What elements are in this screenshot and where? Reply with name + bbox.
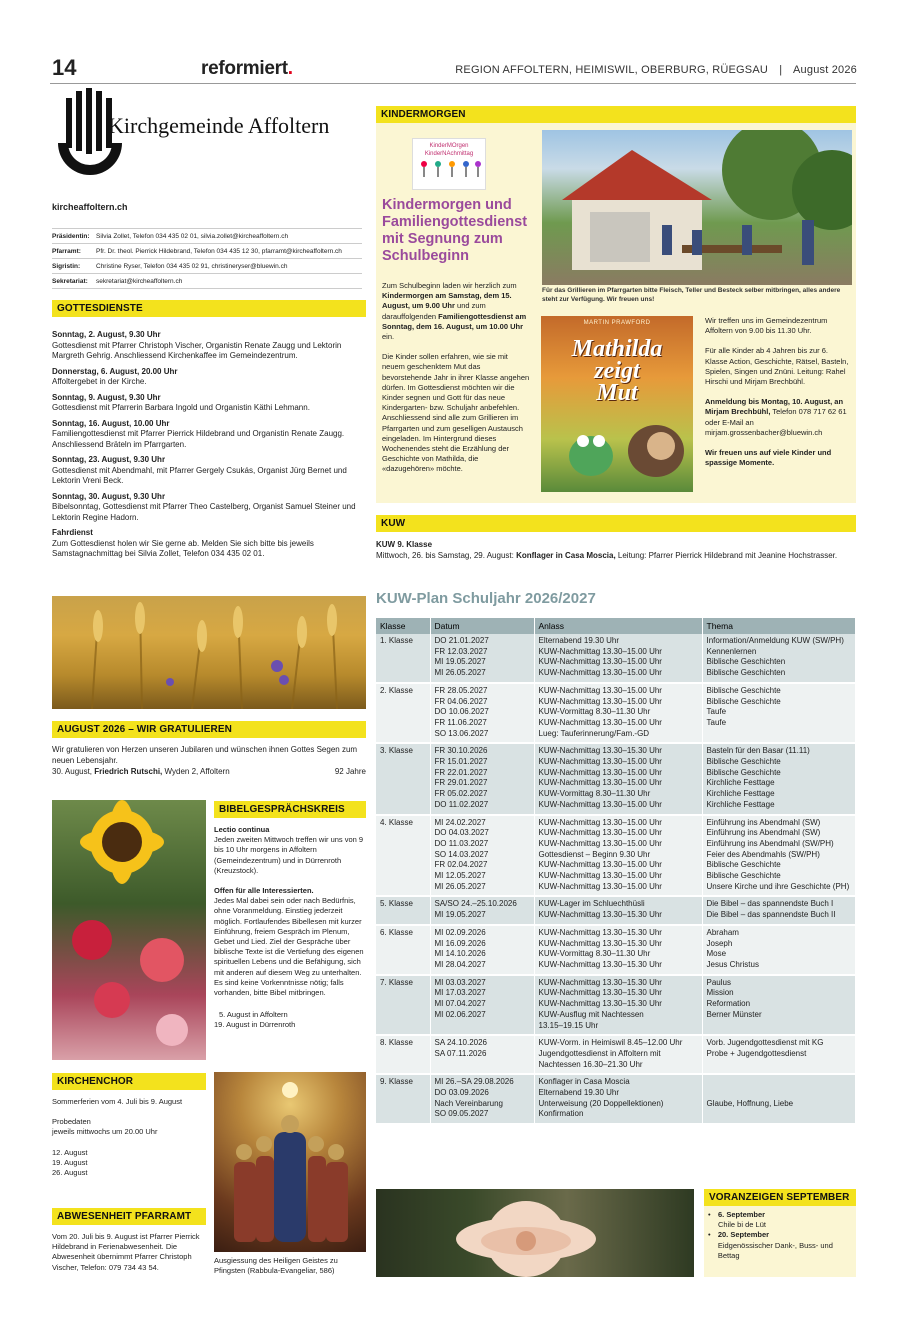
book-title-line: Mathilda (571, 336, 663, 362)
vorschau-list (708, 1210, 854, 1261)
table-cell: 8. Klasse (376, 1035, 430, 1074)
contact-role: Präsidentin: (52, 233, 90, 240)
intro-text: Zum Schulbeginn laden wir herzlich zum (382, 281, 517, 290)
wheat-icon (52, 596, 366, 709)
separator: | (779, 64, 783, 76)
service-text: Familiengottesdienst mit Pfarrer Pierrick Hildebrand und Organistin Renate Zaugg. Anschliessend Bräteln im Pfarrgarten. (52, 429, 345, 449)
book-animals-icon (541, 316, 693, 492)
table-cell: 7. Klasse (376, 975, 430, 1036)
contact-row (52, 228, 362, 243)
service-text: Bibelsonntag, Gottesdienst mit Pfarrer Theo Castelberg, Organist Samuel Steiner und Lektorin Regine Hadorn. (52, 502, 356, 522)
service-text: Gottesdienst mit Pfarrer Christoph Vischer, Organistin Renate Zaugg und Lektorin Margreth Gehrig. Anschliessend Kirchenkaffee im Gemeindezentrum. (52, 340, 342, 360)
table-cell: Paulus Mission Reformation Berner Münster (702, 975, 856, 1036)
table-row (376, 896, 856, 924)
table-cell: KUW-Nachmittag 13.30–15.00 Uhr KUW-Nachmittag 13.30–15.00 Uhr KUW-Nachmittag 13.30–15.00 Uhr Gottesdienst – Beginn 9.30 Uhr KUW-Nachmittag 13.30–15.00 Uhr KUW-Nachmittag 13.30–15.00 Uhr KUW-Nachmittag 13.30–15.00 Uhr (534, 815, 702, 897)
kuw-date: Mittwoch, 26. bis Samstag, 29. August: (376, 551, 517, 560)
table-cell: Konflager in Casa Moscia Elternabend 19.30 Uhr Unterweisung (20 Doppellektionen) Konfirmation (534, 1074, 702, 1124)
table-cell: 3. Klasse (376, 743, 430, 814)
brand-logo (201, 58, 293, 80)
column-header: Datum (430, 618, 534, 634)
intro-text: und zum darauffolgenden (382, 301, 486, 321)
table-row (376, 1035, 856, 1074)
logo-line: KinderNAchmittag (424, 151, 474, 157)
kuw-place: Konflager in Casa Moscia, (516, 551, 616, 560)
contact-role: Sigristin: (52, 263, 81, 270)
sunflower-icon (52, 800, 206, 1060)
contact-role: Pfarramt: (52, 248, 81, 255)
table-cell: 2. Klasse (376, 683, 430, 744)
table-cell: Die Bibel – das spannendste Buch I Die Bibel – das spannendste Buch II (702, 896, 856, 924)
book-title-line: Mut (596, 380, 638, 406)
brand-text: reformiert (201, 58, 288, 79)
dahlia-icon (376, 1189, 694, 1277)
contact-role: Sekretariat: (52, 278, 88, 285)
jubilar-place: Wyden 2, Affoltern (164, 767, 230, 776)
table-cell: Vorb. Jugendgottesdienst mit KG Probe + Jugendgottesdienst (702, 1035, 856, 1074)
kirchenchor-heading: KIRCHENCHOR (52, 1073, 206, 1090)
service-date: Sonntag, 16. August, 10.00 Uhr (52, 418, 170, 428)
service-item (52, 367, 364, 388)
service-text: Gottesdienst mit Abendmahl, mit Pfarrer Gergely Csukás, Organist Jürg Bernet und Lektorin Vreni Beck. (52, 465, 347, 485)
table-cell: Elternabend 19.30 Uhr KUW-Nachmittag 13.30–15.00 Uhr KUW-Nachmittag 13.30–15.00 Uhr KUW-Nachmittag 13.30–15.00 Uhr (534, 634, 702, 683)
table-cell: KUW-Nachmittag 13.30–15.00 Uhr KUW-Nachmittag 13.30–15.00 Uhr KUW-Vormittag 8.30–11.30 Uhr KUW-Nachmittag 13.30–15.00 Uhr Lueg: Tauferinnerung/Fam.-GD (534, 683, 702, 744)
chor-text: jeweils mittwochs um 20.00 Uhr (52, 1127, 158, 1137)
bibel-subtitle: Offen für alle Interessierten. (214, 886, 314, 896)
chor-date: 19. August (52, 1157, 88, 1167)
table-cell: DO 21.01.2027 FR 12.03.2027 MI 19.05.2027 MI 26.05.2027 (430, 634, 534, 683)
table-cell: FR 30.10.2026 FR 15.01.2027 FR 22.01.2027 FR 29.01.2027 FR 05.02.2027 DO 11.02.2027 (430, 743, 534, 814)
table-cell: SA/SO 24.–25.10.2026 MI 19.05.2027 (430, 896, 534, 924)
saints-icon (214, 1072, 366, 1252)
table-row (376, 815, 856, 897)
service-text: Affoltergebet in der Kirche. (52, 377, 147, 386)
bullet-icon: • (708, 1230, 711, 1240)
contact-row (52, 273, 362, 289)
service-item (52, 492, 364, 524)
book-title-line: zeigt (594, 358, 640, 384)
service-text: Gottesdienst mit Pfarrerin Barbara Ingold und Organistin Käthi Lehmann. (52, 403, 310, 412)
bibel-content (214, 825, 366, 1031)
table-cell: 1. Klasse (376, 634, 430, 683)
abwesenheit-text: Vom 20. Juli bis 9. August ist Pfarrer Pierrick Hildebrand in Ferienabwesenheit. Die Abwesenheit übernimmt Pfarrer Christoph Vischer, Telefon: 079 734 43 54. (52, 1232, 200, 1272)
service-item (52, 528, 364, 560)
header-rule (50, 83, 856, 84)
book-cover (541, 316, 693, 492)
vorschau-heading: VORANZEIGEN SEPTEMBER (704, 1189, 856, 1206)
contact-text: Christine Ryser, Telefon 034 435 02 91, christineryser@bluewin.ch (96, 263, 288, 270)
kuw-9-text (376, 551, 856, 562)
table-cell: MI 24.02.2027 DO 04.03.2027 DO 11.03.2027 SO 14.03.2027 FR 02.04.2027 MI 12.05.2027 MI 26.05.2027 (430, 815, 534, 897)
bullet-icon: • (708, 1210, 711, 1219)
chor-text: Sommerferien vom 4. Juli bis 9. August (52, 1097, 183, 1106)
column-header: Klasse (376, 618, 430, 634)
icon-caption: Ausgiessung des Heiligen Geistes zu Pfingsten (Rabbula-Evangeliar, 586) (214, 1256, 338, 1276)
service-date: Sonntag, 2. August, 9.30 Uhr (52, 330, 161, 339)
kuw-lead: Leitung: Pfarrer Pierrick Hildebrand mit Jeanine Hochstrasser. (615, 551, 838, 560)
vorschau-date: 20. September (717, 1230, 770, 1240)
book-author: MARTIN PRAWFORD (583, 320, 651, 326)
vorschau-text: Chile bi de Lüt (718, 1220, 766, 1230)
service-text: Zum Gottesdienst holen wir Sie gerne ab. Melden Sie sich bitte bis jeweils Samstagnachmittag bei Silvia Zollet, Telefon 034 435 02 01. (52, 538, 314, 558)
page-number: 14 (52, 55, 77, 80)
kuwplan-table-wrapper (376, 618, 856, 1125)
gottesdienste-list (52, 330, 364, 560)
table-cell: Einführung ins Abendmahl (SW) Einführung ins Abendmahl (SW) Einführung ins Abendmahl (SW/PH) Feier des Abendmahls (SW/PH) Biblische Geschichte Biblische Geschichte Unsere Kirche und ihre Geschichte (PH) (702, 815, 856, 897)
jubilar-entry (52, 767, 366, 778)
region-text: REGION AFFOLTERN, HEIMISWIL, OBERBURG, RÜEGSAU (455, 64, 769, 76)
kuw-9-title: KUW 9. Klasse (376, 540, 433, 549)
bibel-heading: BIBELGESPRÄCHSKREIS (214, 801, 366, 818)
table-row (376, 1074, 856, 1124)
kindermorgen-intro (382, 281, 532, 342)
pfarrgarten-photo (542, 130, 852, 285)
photo-caption: Für das Grillieren im Pfarrgarten bitte Fleisch, Teller und Besteck selber mitbringen, alles andere steht zur Verfügung. Wir freuen uns! (542, 287, 841, 303)
vorschau-date: 6. September (718, 1210, 766, 1219)
table-cell: MI 03.03.2027 MI 17.03.2027 MI 07.04.2027 MI 02.06.2027 (430, 975, 534, 1036)
table-row (376, 683, 856, 744)
table-cell: Abraham Joseph Mose Jesus Christus (702, 925, 856, 975)
gottesdienste-heading: GOTTESDIENSTE (52, 300, 366, 317)
table-cell: Basteln für den Basar (11.11) Biblische Geschichte Biblische Geschichte Kirchliche Festtage Kirchliche Festtage Kirchliche Festtage (702, 743, 856, 814)
chor-date: 12. August (52, 1147, 88, 1157)
contact-text: Pfr. Dr. theol. Pierrick Hildebrand, Telefon 034 435 12 30, pfarramt@kircheaffoltern.ch (96, 248, 342, 255)
gratulieren-heading: AUGUST 2026 – WIR GRATULIEREN (52, 721, 366, 738)
gratulieren-text: Wir gratulieren von Herzen unseren Jubilaren und wünschen ihnen Gottes Segen zum neuen Lebensjahr. (52, 745, 358, 765)
contact-list (52, 228, 362, 289)
parish-website[interactable]: kircheaffoltern.ch (52, 202, 128, 212)
kirchenchor-content (52, 1097, 206, 1178)
logo-line: KinderMOrgen (429, 143, 469, 149)
pentecost-icon-image (214, 1072, 366, 1252)
kuw-heading: KUW (376, 515, 856, 532)
vorschau-item (708, 1230, 854, 1261)
intro-date: Kindermorgen am Samstag, dem 15. August, um 9.00 Uhr (382, 291, 512, 311)
dahlia-photo (376, 1189, 694, 1277)
registration-contact[interactable]: Telefon 078 717 62 61 oder E-Mail an mirjam.grossenbacher@bluewin.ch (705, 407, 847, 437)
table-cell: KUW-Nachmittag 13.30–15.30 Uhr KUW-Nachmittag 13.30–15.30 Uhr KUW-Nachmittag 13.30–15.30 Uhr KUW-Ausflug mit Nachtessen 13.15–19.15 Uhr (534, 975, 702, 1036)
bibel-paragraph: Jeden zweiten Mittwoch treffen wir uns von 9 bis 10 Uhr morgens in Affoltern (Gemeindezentrum) und in Dürrenroth (Kreuzstock). (214, 835, 364, 875)
issue-date: August 2026 (793, 64, 857, 76)
parish-logo (50, 88, 140, 198)
service-item (52, 419, 364, 451)
contact-text: Silvia Zollet, Telefon 034 435 02 01, silvia.zollet@kircheaffoltern.ch (96, 233, 289, 240)
contact-row (52, 243, 362, 258)
info-paragraph: Wir treffen uns im Gemeindezentrum Affoltern von 9.00 bis 11.30 Uhr. (705, 316, 828, 336)
garden-scene-icon (542, 130, 852, 285)
contact-row (52, 258, 362, 273)
kindermorgen-heading: KINDERMORGEN (376, 106, 856, 123)
column-header: Thema (702, 618, 856, 634)
info-closing: Wir freuen uns auf viele Kinder und spassige Momente. (705, 448, 832, 468)
service-item (52, 393, 364, 414)
table-row (376, 743, 856, 814)
jubilar-date: 30. August, (52, 767, 93, 776)
table-cell: MI 26.–SA 29.08.2026 DO 03.09.2026 Nach Vereinbarung SO 09.05.2027 (430, 1074, 534, 1124)
sunflower-photo (52, 800, 206, 1060)
vorschau-item (708, 1210, 854, 1230)
service-date: Sonntag, 30. August, 9.30 Uhr (52, 491, 166, 501)
chor-text: Probedaten (52, 1117, 91, 1127)
service-date: Sonntag, 9. August, 9.30 Uhr (52, 392, 161, 402)
children-icon (414, 158, 484, 180)
table-header-row (376, 618, 856, 634)
kuwplan-table (376, 618, 856, 1125)
table-cell: KUW-Nachmittag 13.30–15.30 Uhr KUW-Nachmittag 13.30–15.00 Uhr KUW-Nachmittag 13.30–15.00 Uhr KUW-Nachmittag 13.30–15.00 Uhr KUW-Vormittag 8.30–11.30 Uhr KUW-Nachmittag 13.30–15.00 Uhr (534, 743, 702, 814)
table-cell: Biblische Geschichte Biblische Geschichte Taufe Taufe (702, 683, 856, 744)
contact-text: sekretariat@kircheaffoltern.ch (96, 278, 183, 285)
kindermorgen-info (705, 316, 851, 468)
header-region (455, 64, 857, 76)
table-cell: 4. Klasse (376, 815, 430, 897)
service-date: Sonntag, 23. August, 9.30 Uhr (52, 455, 166, 464)
bibel-date: 5. August in Affoltern (219, 1010, 288, 1020)
wheat-field-photo (52, 596, 366, 709)
kuwplan-title: KUW-Plan Schuljahr 2026/2027 (376, 590, 596, 607)
table-cell: KUW-Lager im Schluechthüsli KUW-Nachmittag 13.30–15.30 Uhr (534, 896, 702, 924)
parish-title: Kirchgemeinde Affoltern (108, 113, 330, 138)
table-cell: Information/Anmeldung KUW (SW/PH) Kennenlernen Biblische Geschichten Biblische Geschichten (702, 634, 856, 683)
table-cell: KUW-Vorm. in Heimiswil 8.45–12.00 Uhr Jugendgottesdienst in Affoltern mit Nachtessen 16.30–21.30 Uhr (534, 1035, 702, 1074)
kindermorgen-logo (412, 138, 486, 190)
table-cell: MI 02.09.2026 MI 16.09.2026 MI 14.10.2026 MI 28.04.2027 (430, 925, 534, 975)
table-cell: 9. Klasse (376, 1074, 430, 1124)
parish-logo-icon (50, 88, 140, 198)
table-row (376, 975, 856, 1036)
service-item (52, 455, 364, 487)
brand-dot: . (287, 58, 293, 79)
jubilar-name: Friedrich Rutschi, (94, 767, 163, 776)
kindermorgen-paragraph: Die Kinder sollen erfahren, wie sie mit neuem geschenktem Mut das bevorstehende Jahr in ihrer Klasse angehen dürfen. Im Gottesdienst möchten wir die Kinder segnen und Gott für das neue Kindergarten- bzw. Schuljahr anbefehlen. Anschliessend sind alle zum Grillieren im Pfarrgarten und zum geselligen Austausch eingeladen. Im Hintergrund dieses Wochenendes steht die Erzählung der Geschichte von Mathilda, die «dazugehören» möchte. (382, 352, 530, 474)
table-cell: SA 24.10.2026 SA 07.11.2026 (430, 1035, 534, 1074)
table-row (376, 925, 856, 975)
bibel-date: 19. August in Dürrenroth (214, 1020, 296, 1030)
bibel-paragraph: Jedes Mal dabei sein oder nach Bedürfnis, ohne Voranmeldung. Einstieg jederzeit möglich. Fortlaufendes Bibellesen mit kurzer Einführung, freiem Gespräch im Plenum, Gebet und Lied. Ziel der Gespräche über biblische Texte ist die Vertiefung des eigenen spirituellen Lebens und die Befähigung, sich mit anderen auf diesem Weg zu unterhalten. Es sind keine Vorkenntnisse nötig; falls vorhanden, bitte Bibel mitbringen. (214, 896, 364, 998)
chor-date: 26. August (52, 1168, 88, 1178)
table-cell: KUW-Nachmittag 13.30–15.30 Uhr KUW-Nachmittag 13.30–15.30 Uhr KUW-Vormittag 8.30–11.30 Uhr KUW-Nachmittag 13.30–15.30 Uhr (534, 925, 702, 975)
kindermorgen-headline: Kindermorgen und Familiengottesdienst mit Segnung zum Schulbeginn (382, 197, 528, 264)
intro-text: ein. (382, 332, 395, 342)
service-item (52, 330, 364, 362)
table-cell: Glaube, Hoffnung, Liebe (702, 1074, 856, 1124)
column-header: Anlass (534, 618, 702, 634)
info-registration (705, 397, 851, 438)
service-date: Donnerstag, 6. August, 20.00 Uhr (52, 366, 178, 376)
table-cell: 6. Klasse (376, 925, 430, 975)
table-cell: 5. Klasse (376, 896, 430, 924)
kindermorgen-text (382, 281, 532, 475)
abwesenheit-heading: ABWESENHEIT PFARRAMT (52, 1208, 206, 1225)
info-paragraph: Für alle Kinder ab 4 Jahren bis zur 6. Klasse Action, Geschichte, Rätsel, Basteln, Spielen, Singen und Znüni. Leitung: Rahel Hirschi und Mirjam Brechbühl. (705, 346, 849, 387)
table-row (376, 634, 856, 683)
intro-date: Familiengottesdienst am Sonntag, dem 16. August, um 10.00 Uhr (382, 311, 527, 331)
table-cell: FR 28.05.2027 FR 04.06.2027 DO 10.06.2027 FR 11.06.2027 SO 13.06.2027 (430, 683, 534, 744)
bibel-subtitle: Lectio continua (214, 825, 270, 834)
vorschau-text: Eidgenössischer Dank-, Buss- und Bettag (717, 1240, 833, 1260)
service-date: Fahrdienst (52, 528, 93, 537)
registration-head: Anmeldung bis Montag, 10. August, an Mirjam Brechbühl, (705, 397, 844, 417)
jubilar-age: 92 Jahre (334, 767, 366, 776)
